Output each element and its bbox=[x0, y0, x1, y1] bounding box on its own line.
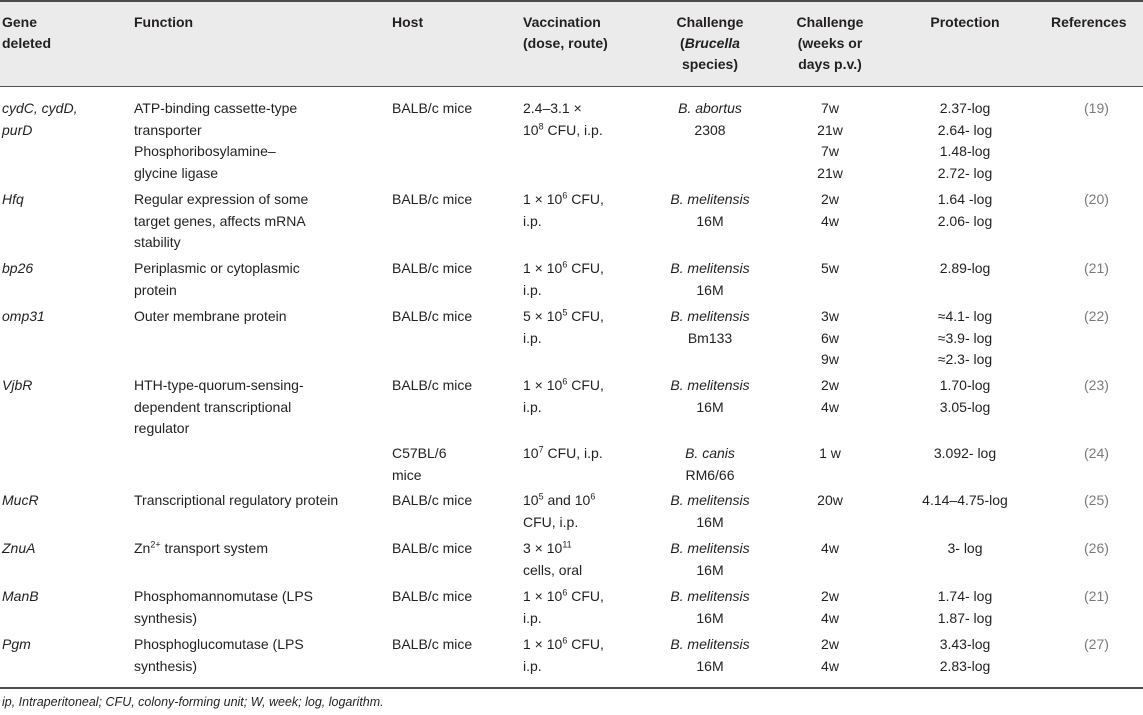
header-rule bbox=[0, 86, 1143, 87]
function-cell: HTH-type-quorum-sensing- dependent transcriptional regulator bbox=[134, 377, 304, 436]
species-cell: B. melitensis 16M bbox=[670, 260, 750, 298]
species-cell: B. melitensis 16M bbox=[670, 540, 750, 578]
weeks-cell: 4w bbox=[821, 540, 839, 556]
host-cell: BALB/c mice bbox=[392, 636, 473, 652]
function-cell: ATP-binding cassette-type transporter Phosphoribosylamine– glycine ligase bbox=[134, 100, 298, 181]
species-cell: B. melitensis 16M bbox=[670, 492, 750, 530]
function-cell: Regular expression of some target genes, affects mRNA stability bbox=[134, 191, 309, 250]
host-cell: BALB/c mice bbox=[392, 377, 473, 393]
protection-cell: 2.37-log 2.64- log 1.48-log 2.72- log bbox=[937, 100, 993, 181]
host-cell: BALB/c mice bbox=[392, 191, 473, 207]
header-challenge-species: Challenge (Brucella species) bbox=[676, 14, 744, 72]
reference-link[interactable]: (20) bbox=[1084, 191, 1109, 207]
vaccination-cell: $1 \times 10^6$ CFU, i.p. bbox=[523, 259, 604, 298]
reference-link[interactable]: (23) bbox=[1084, 377, 1109, 393]
protection-cell: 2.89-log bbox=[939, 260, 991, 276]
species-cell: B. canis RM6/66 bbox=[685, 445, 735, 483]
gene-cell: cydC, cydD, purD bbox=[2, 100, 78, 138]
function-cell: Phosphomannomutase (LPS synthesis) bbox=[134, 588, 313, 626]
function-cell: Periplasmic or cytoplasmic protein bbox=[134, 260, 300, 298]
host-cell: BALB/c mice bbox=[392, 540, 473, 556]
header-function: Function bbox=[134, 14, 194, 30]
header-protection: Protection bbox=[930, 14, 1000, 30]
gene-cell: ManB bbox=[2, 588, 39, 604]
protection-cell: 1.74- log 1.87- log bbox=[937, 588, 993, 626]
protection-cell: 3.43-log 2.83-log bbox=[939, 636, 991, 674]
reference-link[interactable]: (19) bbox=[1084, 100, 1109, 116]
top-rule bbox=[0, 0, 1143, 2]
host-cell: BALB/c mice bbox=[392, 492, 473, 508]
host-cell: BALB/c mice bbox=[392, 308, 473, 324]
host-cell: BALB/c mice bbox=[392, 588, 473, 604]
species-cell: B. abortus 2308 bbox=[678, 100, 742, 138]
vaccination-cell: $5 \times 10^5$ CFU, i.p. bbox=[523, 307, 604, 346]
header-host: Host bbox=[392, 14, 424, 30]
bottom-rule bbox=[0, 687, 1143, 689]
protection-cell: 4.14–4.75-log bbox=[922, 492, 1008, 508]
species-cell: B. melitensis 16M bbox=[670, 377, 750, 415]
header-gene-deleted: Gene deleted bbox=[2, 14, 52, 51]
gene-cell: Hfq bbox=[2, 191, 24, 207]
protection-cell: ≈4.1- log ≈3.9- log ≈2.3- log bbox=[937, 308, 993, 367]
header-vaccination: Vaccination (dose, route) bbox=[523, 14, 608, 51]
reference-link[interactable]: (25) bbox=[1084, 492, 1109, 508]
weeks-cell: 2w 4w bbox=[821, 377, 839, 415]
weeks-cell: 2w 4w bbox=[821, 636, 839, 674]
gene-cell: omp31 bbox=[2, 308, 45, 324]
header-challenge-time: Challenge (weeks or days p.v.) bbox=[796, 14, 864, 72]
vaccination-cell: $10^7$ CFU, i.p. bbox=[523, 444, 603, 461]
gene-cell: VjbR bbox=[2, 377, 33, 393]
function-cell: Phosphoglucomutase (LPS synthesis) bbox=[134, 636, 304, 674]
reference-link[interactable]: (21) bbox=[1084, 260, 1109, 276]
protection-cell: 1.70-log 3.05-log bbox=[939, 377, 991, 415]
weeks-cell: 5w bbox=[821, 260, 839, 276]
species-cell: B. melitensis 16M bbox=[670, 636, 750, 674]
vaccination-cell: $10^5$ and $10^6$ CFU, i.p. bbox=[523, 491, 596, 530]
function-cell: Outer membrane protein bbox=[134, 308, 287, 324]
weeks-cell: 3w 6w 9w bbox=[821, 308, 839, 367]
function-cell: Transcriptional regulatory protein bbox=[134, 492, 339, 508]
vaccination-cell: $1 \times 10^6$ CFU, i.p. bbox=[523, 190, 604, 229]
gene-cell: MucR bbox=[2, 492, 39, 508]
species-cell: B. melitensis Bm133 bbox=[670, 308, 750, 346]
species-cell: B. melitensis 16M bbox=[670, 588, 750, 626]
reference-link[interactable]: (24) bbox=[1084, 445, 1109, 461]
host-cell: BALB/c mice bbox=[392, 100, 473, 116]
protection-cell: 3.092- log bbox=[933, 445, 997, 461]
vaccination-cell: $1 \times 10^6$ CFU, i.p. bbox=[523, 587, 604, 626]
header-references: References bbox=[1051, 14, 1127, 30]
weeks-cell: 2w 4w bbox=[821, 191, 839, 229]
vaccination-cell: $1 \times 10^6$ CFU, i.p. bbox=[523, 376, 604, 415]
function-cell: $Zn^{2+}$ transport system bbox=[134, 539, 268, 556]
vaccination-cell: $1 \times 10^6$ CFU, i.p. bbox=[523, 635, 604, 674]
host-cell: C57BL/6 mice bbox=[392, 445, 447, 483]
protection-cell: 1.64 -log 2.06- log bbox=[937, 191, 993, 229]
reference-link[interactable]: (21) bbox=[1084, 588, 1109, 604]
species-cell: B. melitensis 16M bbox=[670, 191, 750, 229]
weeks-cell: 20w bbox=[817, 492, 843, 508]
reference-link[interactable]: (26) bbox=[1084, 540, 1109, 556]
vaccination-cell: $3 \times 10^{11}$ cells, oral bbox=[523, 539, 583, 578]
vaccination-cell: 2.4–3.1 × $10^8$ CFU, i.p. bbox=[523, 100, 603, 138]
weeks-cell: 1 w bbox=[819, 445, 841, 461]
protection-cell: 3- log bbox=[947, 540, 983, 556]
table-footnote: ip, Intraperitoneal; CFU, colony-forming unit; W, week; log, logarithm. bbox=[2, 695, 384, 709]
gene-cell: Pgm bbox=[2, 636, 31, 652]
gene-cell: bp26 bbox=[2, 260, 34, 276]
host-cell: BALB/c mice bbox=[392, 260, 473, 276]
weeks-cell: 7w 21w 7w 21w bbox=[817, 100, 843, 181]
gene-cell: ZnuA bbox=[2, 540, 36, 556]
weeks-cell: 2w 4w bbox=[821, 588, 839, 626]
reference-link[interactable]: (22) bbox=[1084, 308, 1109, 324]
reference-link[interactable]: (27) bbox=[1084, 636, 1109, 652]
